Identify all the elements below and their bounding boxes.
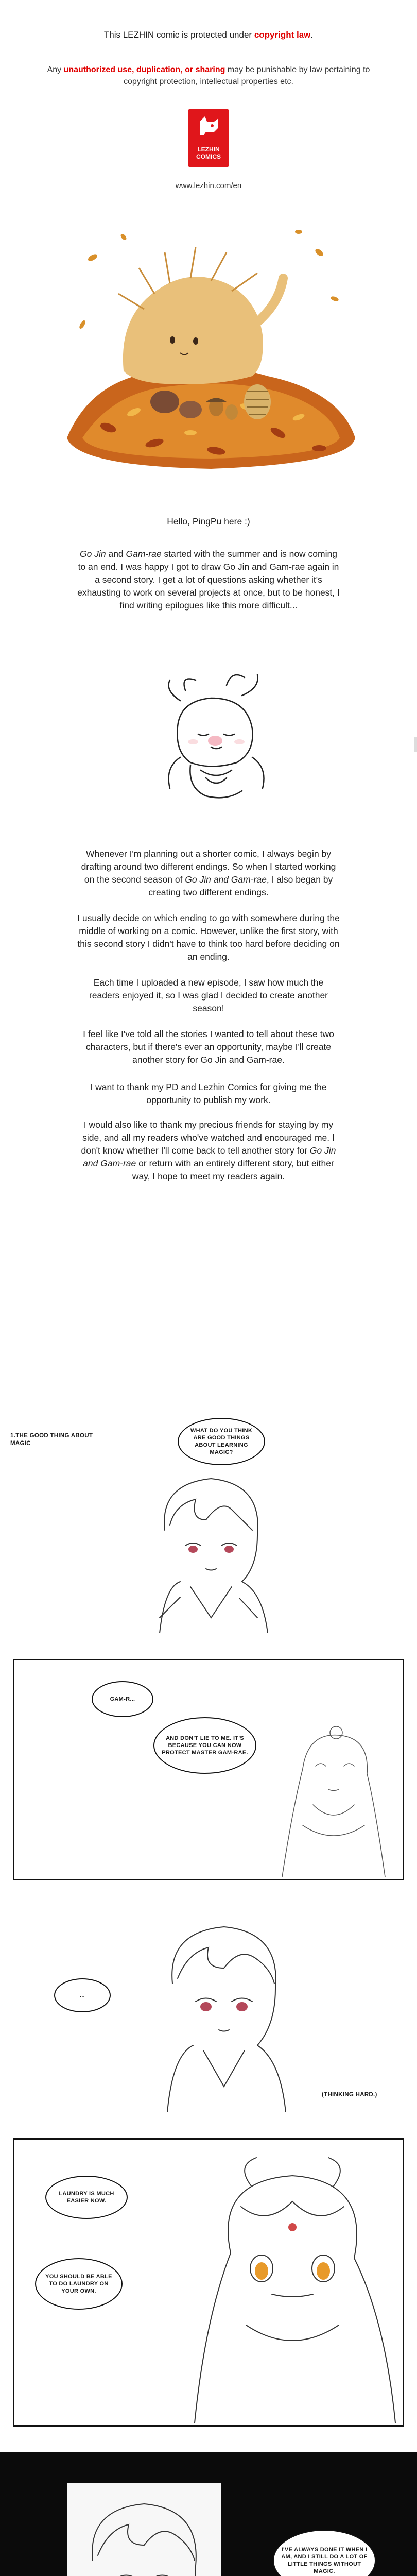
speech-bubble: YOU SHOULD BE ABLE TO DO LAUNDRY ON YOUR OWN. [35,2258,123,2310]
author-paragraph-4: Each time I uploaded a new episode, I saw how much the readers enjoyed it, so I was glad I decided to create another season! [89,977,328,1013]
speech-bubble: ... [54,1978,111,2012]
panel-1-character [129,1463,293,1633]
comic-panel-4 [13,2138,404,2427]
site-url: www.lezhin.com/en [175,181,242,190]
speech-bubble: WHAT DO YOU THINK ARE GOOD THINGS ABOUT LEARNING MAGIC? [178,1418,265,1465]
logo-text-line2: COMICS [196,153,221,160]
author-paragraph-7: I would also like to thank my precious friends for staying by my side, and all my readers who've watched and encouraged me. I don't know whether I'll come back to tell another story for Go Jin and Gam-rae or return with an entirely different story, but either way, I hope to meet my readers again. [81,1120,336,1181]
scroll-indicator [414,737,417,752]
speech-bubble: I'VE ALWAYS DONE IT WHEN I AM, AND I STILL DO A LOT OF LITTLE THINGS WITHOUT MAGIC. [273,2530,376,2576]
panel-4-character [184,2150,401,2423]
comic-panel-5 [0,2452,417,2576]
unauthorized-use-emphasis: unauthorized use, duplication, or sharing [63,65,225,74]
sharing-warning: Any unauthorized use, duplication, or sharing may be punishable by law pertaining to copyright protection, intellectual properties etc. [47,65,370,86]
lezhin-dog-icon [196,114,221,139]
tired-character-sketch [149,670,283,804]
author-paragraph-5: I feel like I've told all the stories I wanted to tell about these two characters, but if there's ever an opportunity, maybe I'll create another story for Go Jin and Gam-rae. [83,1029,334,1065]
leaf-pile-illustration [62,222,360,484]
panel-3-character [147,1906,301,2112]
chapter-caption: 1.THE GOOD THING ABOUT MAGIC [10,1433,93,1447]
author-paragraph-2: Whenever I'm planning out a shorter comic, I always begin by drafting around two different endings. So when I started working on the second season of Go Jin and Gam-rae, I also began by creating two different endings. [81,849,336,897]
comic-panel-3 [13,1901,404,2117]
thought-caption: (THINKING HARD.) [322,2092,377,2098]
copyright-law-emphasis: copyright law [254,30,311,40]
author-paragraph-1: Go Jin and Gam-rae started with the summer and is now coming to an end. I was happy I got to draw Go Jin and Gam-rae again in a second story. I get a lot of questions asking whether it's exhausting to work on several projects at once, but to be honest, I find writing epilogues like this more difficult... [77,549,340,611]
copyright-line: This LEZHIN comic is protected under copyright law. [103,30,314,40]
logo-text-line1: LEZHIN [197,146,220,153]
panel-5-boy [67,2483,221,2576]
speech-bubble: AND DON'T LIE TO ME. IT'S BECAUSE YOU CAN NOW PROTECT MASTER GAM-RAE. [153,1717,256,1774]
panel-2-character [272,1722,395,1877]
speech-bubble: GAM-R... [92,1681,153,1717]
lezhin-logo [188,109,229,167]
author-paragraph-6: I want to thank my PD and Lezhin Comics for giving me the opportunity to publish my work. [90,1082,327,1105]
speech-bubble: LAUNDRY IS MUCH EASIER NOW. [45,2176,128,2219]
author-greeting: Hello, PingPu here :) [167,516,250,527]
author-paragraph-3: I usually decide on which ending to go with somewhere during the middle of working on a comic. However, unlike the first story, with this second story I didn't have to think too hard before deciding on an ending. [77,913,340,962]
comic-panel-2 [13,1659,404,1880]
